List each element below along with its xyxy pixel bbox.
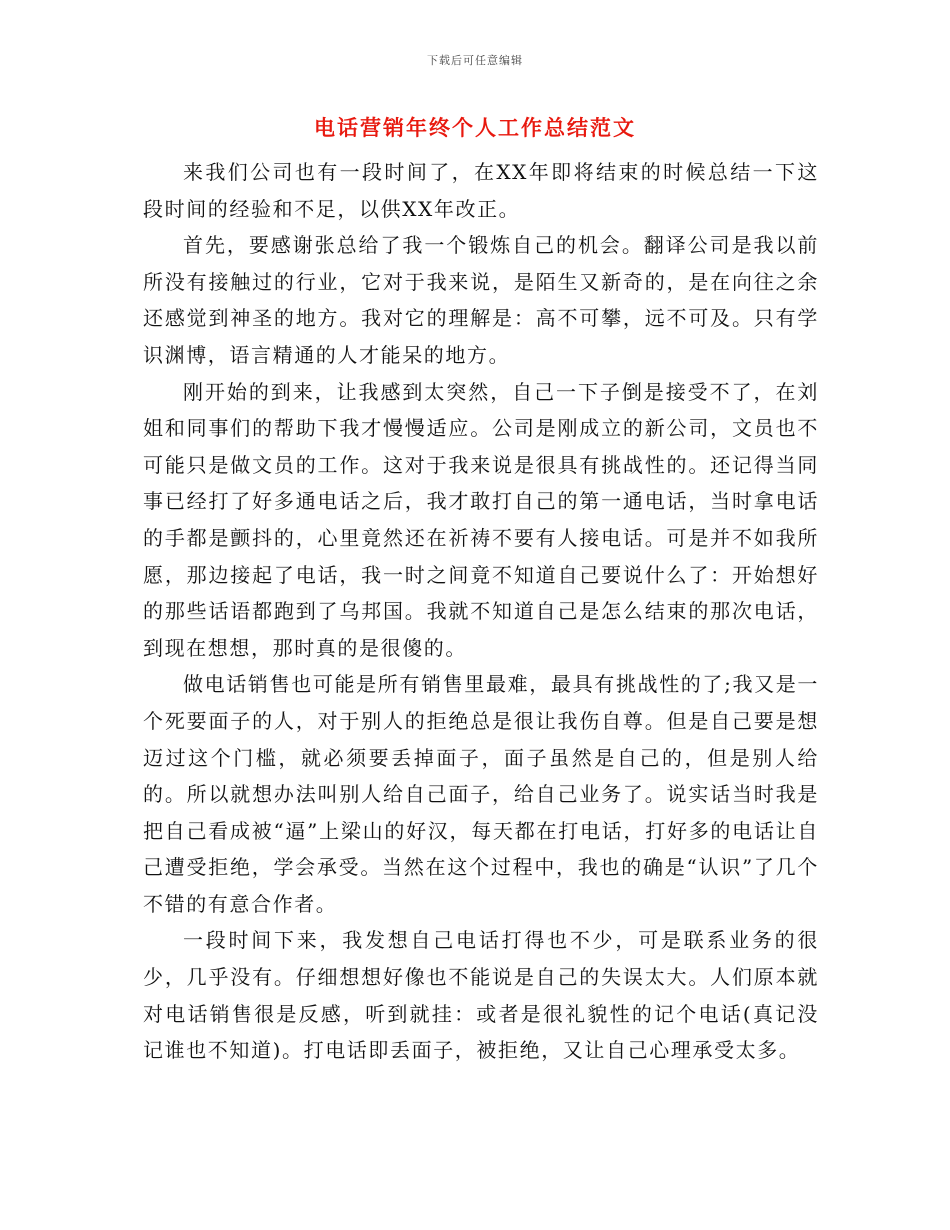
- paragraph-2: 首先，要感谢张总给了我一个锻炼自己的机会。翻译公司是我以前所没有接触过的行业，它对于我来说，是陌生又新奇的，是在向往之余还感觉到神圣的地方。我对它的理解是：高不可攀，远不可及。只有学识渊博，语言精通的人才能呆的地方。: [143, 233, 819, 367]
- paragraph-3: 刚开始的到来，让我感到太突然，自己一下子倒是接受不了，在刘姐和同事们的帮助下我才慢慢适应。公司是刚成立的新公司，文员也不可能只是做文员的工作。这对于我来说是很具有挑战性的。还记得当同事已经打了好多通电话之后，我才敢打自己的第一通电话，当时拿电话的手都是颤抖的，心里竟然还在祈祷不要有人接电话。可是并不如我所愿，那边接起了电话，我一时之间竟不知道自己要说什么了：开始想好的那些话语都跑到了乌邦国。我就不知道自己是怎么结束的那次电话，到现在想想，那时真的是很傻的。: [143, 379, 819, 660]
- document-title: 电话营销年终个人工作总结范文: [314, 115, 636, 140]
- paragraph-4: 做电话销售也可能是所有销售里最难，最具有挑战性的了;我又是一个死要面子的人，对于别人的拒绝总是很让我伤自尊。但是自己要是想迈过这个门槛，就必须要丢掉面子，面子虽然是自己的，但是别人给的。所以就想办法叫别人给自己面子，给自己业务了。说实话当时我是把自己看成被“逼”上梁山的好汉，每天都在打电话，打好多的电话让自己遭受拒绝，学会承受。当然在这个过程中，我也的确是“认识”了几个不错的有意合作者。: [143, 672, 819, 916]
- paragraph-1: 来我们公司也有一段时间了，在XX年即将结束的时候总结一下这段时间的经验和不足，以供XX年改正。: [143, 160, 819, 221]
- document-body: [143, 154, 819, 1069]
- page-header-note: 下载后可任意编辑: [427, 54, 523, 67]
- paragraph-5: 一段时间下来，我发想自己电话打得也不少，可是联系业务的很少，几乎没有。仔细想想好像也不能说是自己的失误太大。人们原本就对电话销售很是反感，听到就挂：或者是很礼貌性的记个电话(真记没记谁也不知道)。打电话即丢面子，被拒绝，又让自己心理承受太多。: [143, 928, 819, 1063]
